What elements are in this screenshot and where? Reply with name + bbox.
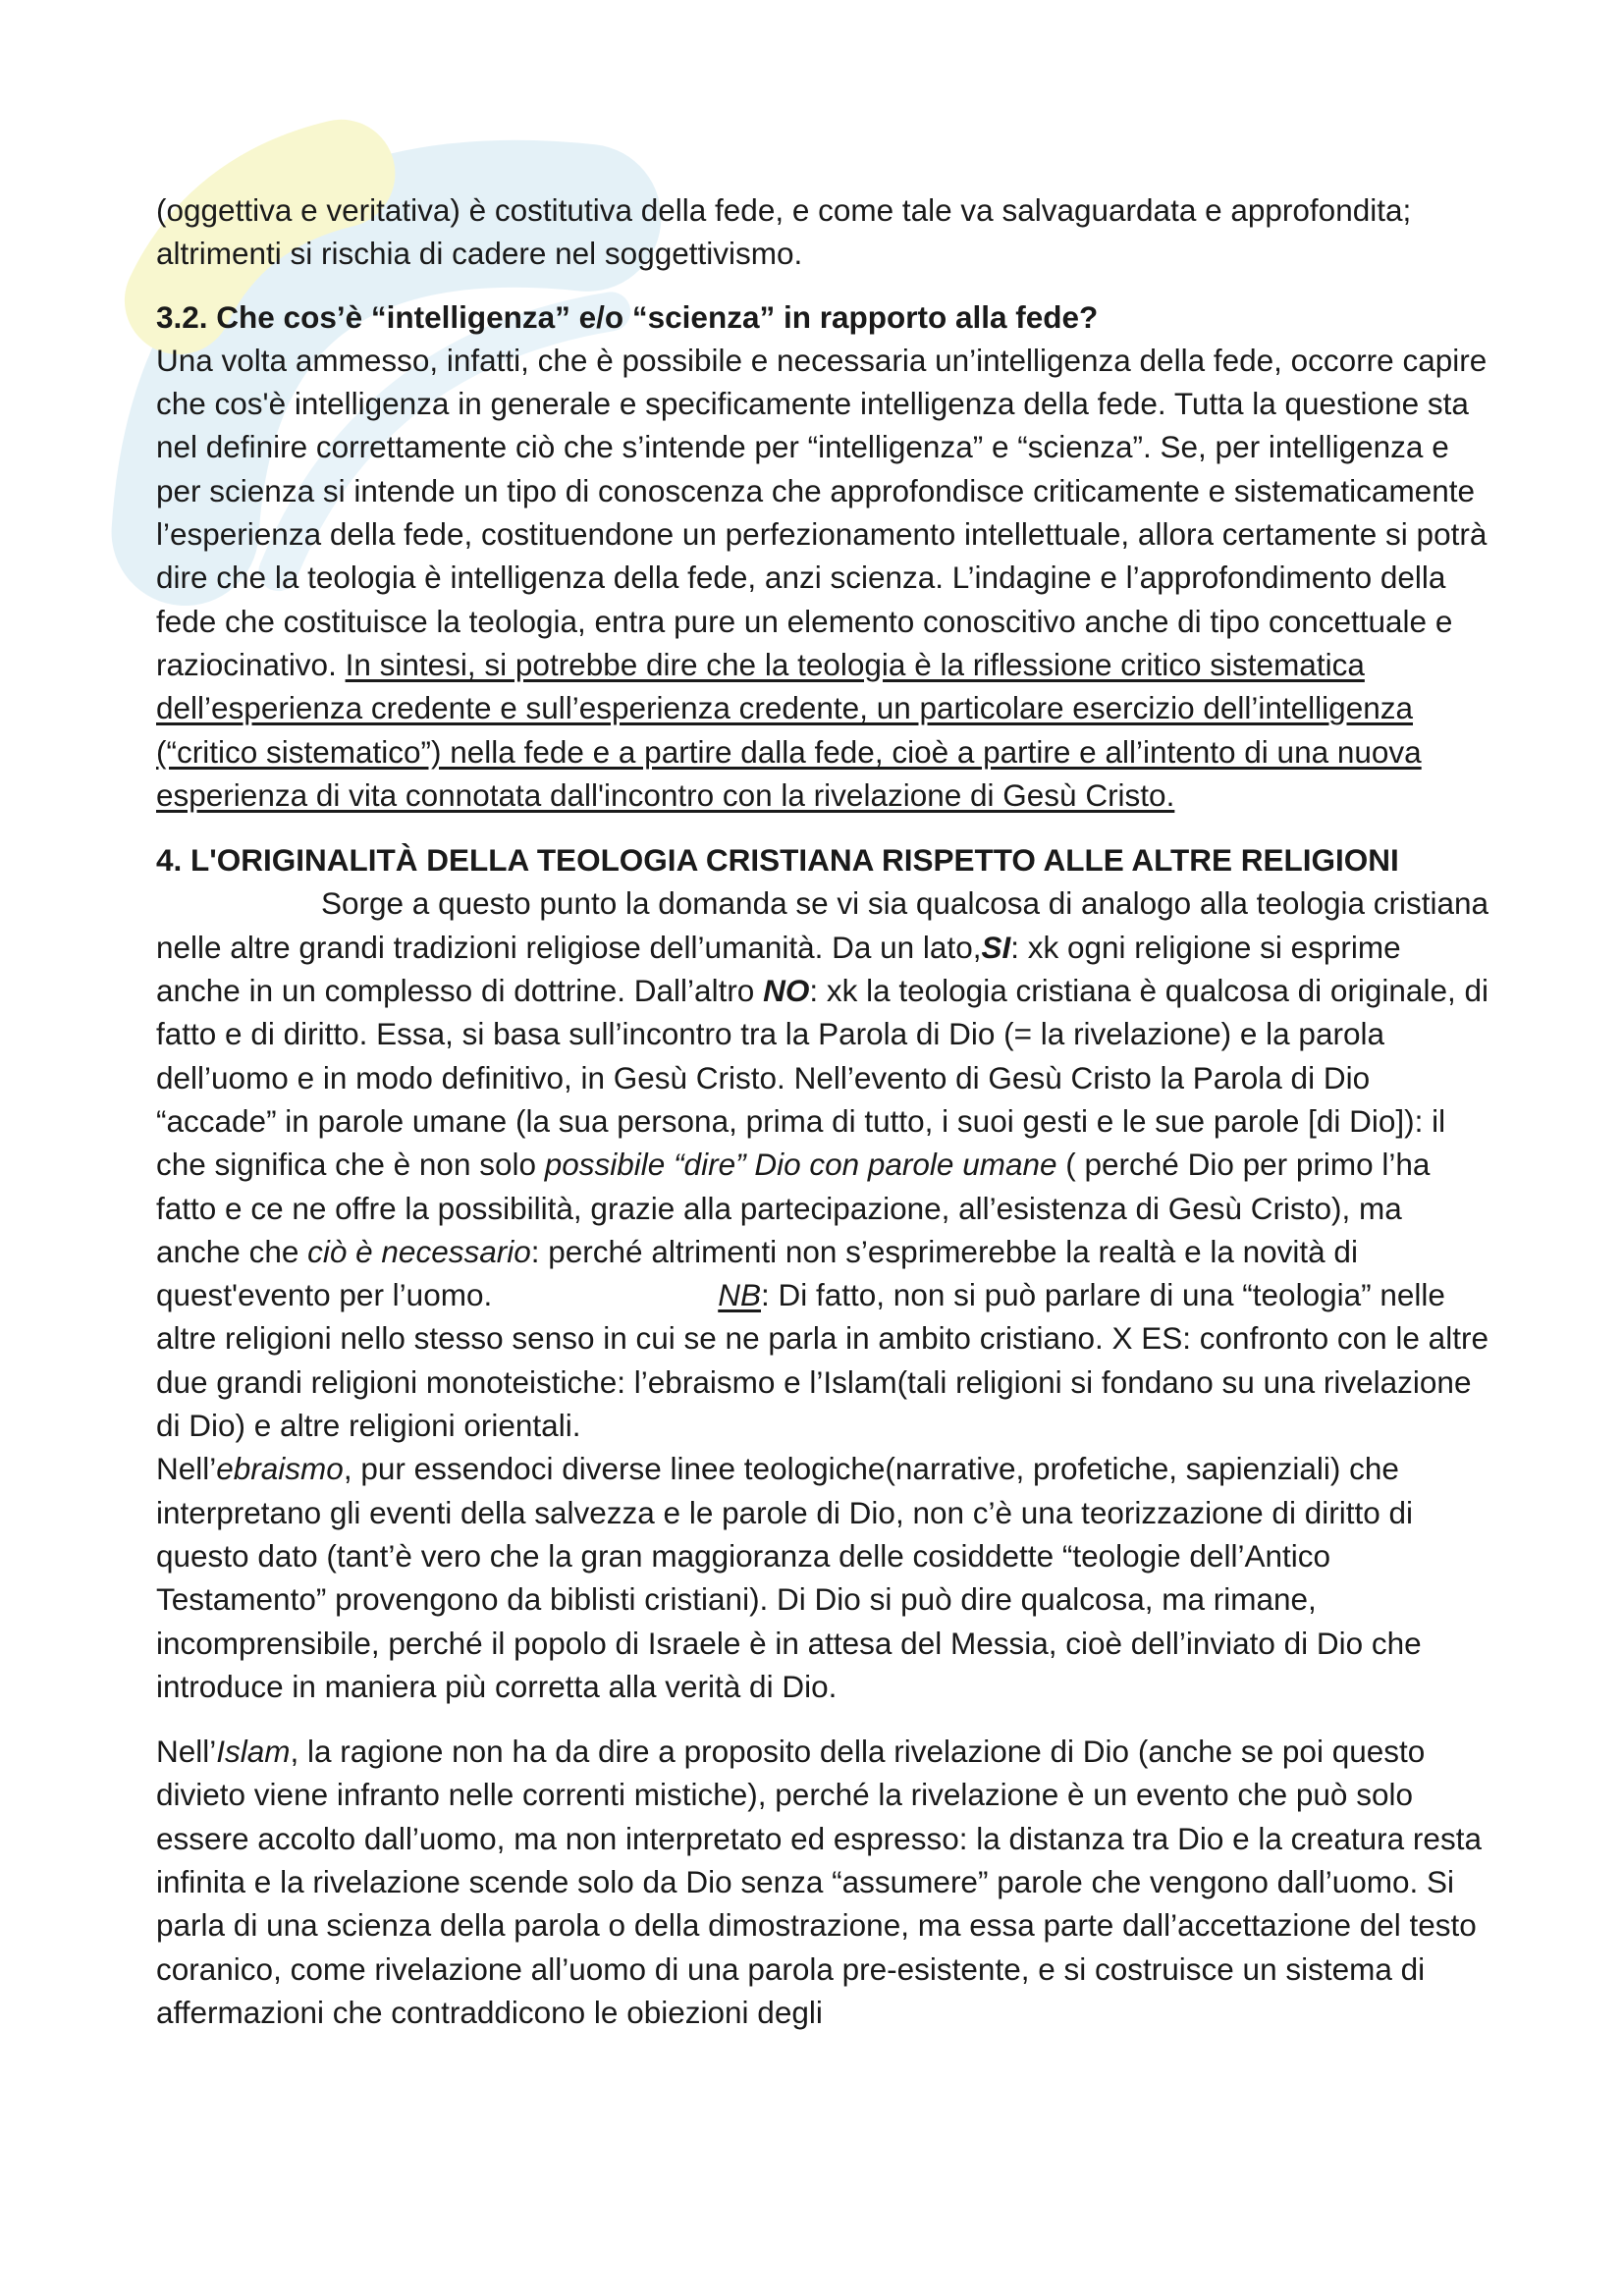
paragraph-islam-lead: Nell’ — [156, 1734, 217, 1770]
emphasis-si: SI — [981, 929, 1011, 965]
paragraph-3-2-summary: In sintesi, si potrebbe dire che la teologia è la riflessione critico sistematica dell’esperienza credente e sull’esperienza credente, un particolare esercizio dell’intelligenza (“critico sistematico”) nella fede e a partire dalla fede, cioè a partire e all’intento di una nuova esperienza di vita connotata dall'incontro con la rivelazione di Gesù Cristo. — [156, 646, 1422, 813]
paragraph-ebraismo-text: , pur essendoci diverse linee teologiche(narrative, profetiche, sapienziali) che interpretano gli eventi della salvezza e le parole di Dio, non c’è una teorizzazione di diritto di questo dato (tant’è vero che la gran maggioranza delle cosiddette “teologie dell’Antico Testamento” provengono da biblisti cristiani). Di Dio si può dire qualcosa, ma rimane, incomprensibile, perché il popolo di Israele è in attesa del Messia, cioè dell’inviato di Dio che introduce in maniera più corretta alla verità di Dio. — [156, 1451, 1422, 1704]
paragraph-4-text-3: : xk la teologia cristiana è qualcosa di originale, di fatto e di diritto. Essa, si basa sull’incontro tra la Parola di Dio (= la rivelazione) e la parola dell’uomo e in modo definitivo, in Gesù Cristo. Nell’evento di Gesù Cristo la Parola di Dio “accade” in parole umane (la sua persona, prima di tutto, i suoi gesti e le sue parole [di Dio]): il che significa che è non solo — [156, 973, 1488, 1183]
paragraph-4-text-2: : xk ogni religione si esprime anche in un complesso di dottrine. Dall’altro — [156, 929, 1401, 1009]
section-heading-4-text: 4. L'ORIGINALITÀ DELLA TEOLOGIA CRISTIANA RISPETTO ALLE ALTRE RELIGIONI — [156, 842, 1399, 879]
paragraph-islam-text: , la ragione non ha da dire a proposito della rivelazione di Dio (anche se poi questo divieto viene infranto nelle correnti mistiche), perché la rivelazione è un evento che può solo essere accolto dall’uomo, ma non interpretato ed espresso: la distanza tra Dio e la creatura resta infinita e la rivelazione scende solo da Dio senza “assumere” parole che vengono dall’uomo. Si parla di una scienza della parola o della dimostrazione, ma essa parte dall’accettazione del testo coranico, come rivelazione all’uomo di una parola pre-esistente, e si costruisce un sistema di affermazioni che contraddicono le obiezioni degli — [156, 1734, 1482, 2030]
paragraph-ebraismo-lead: Nell’ — [156, 1451, 217, 1487]
section-heading-3-2: 3.2. Che cos’è “intelligenza” e/o “scienza” in rapporto alla fede? — [156, 298, 1099, 335]
emphasis-possibile: possibile “dire” Dio con parole umane — [544, 1147, 1057, 1183]
paragraph-4-text-6: : Di fatto, non si può parlare di una “teologia” nelle altre religioni nello stesso senso in cui se ne parla in ambito cristiano. X ES: confronto con le altre due grandi religioni monoteistiche: l’ebraismo e l’Islam(tali religioni si fondano su una rivelazione di Dio) e altre religioni orientali. — [156, 1277, 1488, 1444]
paragraph-4-text-4: ( perché Dio per primo l’ha fatto e ce ne offre la possibilità, grazie alla partecipazione, all’esistenza di Gesù Cristo), ma anche che — [156, 1147, 1431, 1269]
paragraph-intro: (oggettiva e veritativa) è costitutiva della fede, e come tale va salvaguardata e approfondita; altrimenti si rischia di cadere nel soggettivismo. — [156, 192, 1412, 272]
emphasis-islam: Islam — [216, 1734, 291, 1770]
emphasis-ebraismo: ebraismo — [216, 1451, 344, 1487]
emphasis-no: NO — [763, 973, 810, 1009]
paragraph-islam — [156, 1730, 1491, 2034]
paragraph-3-2-text: Una volta ammesso, infatti, che è possibile e necessaria un’intelligenza della fede, occorre capire che cos'è intelligenza in generale e specificamente intelligenza della fede. Tutta la questione sta nel definire correttamente ciò che s’intende per “intelligenza” e “scienza”. Se, per intelligenza e per scienza si intende un tipo di conoscenza che approfondisce criticamente e sistematicamente l’esperienza della fede, costituendone un perfezionamento intellettuale, allora certamente si potrà dire che la teologia è intelligenza della fede, anzi scienza. L’indagine e l’approfondimento della fede che costituisce la teologia, entra pure un elemento conoscitivo anche di tipo concettuale e raziocinativo. — [156, 342, 1488, 682]
paragraph-4-opening: Sorge a questo punto la domanda se vi sia qualcosa di analogo alla teologia cristiana nelle altre grandi tradizioni religiose dell’umanità. Da un lato, — [156, 885, 1489, 965]
paragraph-ebraismo — [156, 1447, 1491, 1708]
paragraph-3-2 — [156, 339, 1491, 817]
paragraph-4-text-5: : perché altrimenti non s’esprimerebbe la realtà e la novità di quest'evento per l’uomo. — [156, 1233, 1358, 1313]
emphasis-necessario: ciò è necessario — [307, 1233, 531, 1269]
document-page — [156, 188, 1491, 2034]
section-heading-4 — [156, 838, 1491, 1447]
note-nb: NB — [718, 1277, 761, 1313]
